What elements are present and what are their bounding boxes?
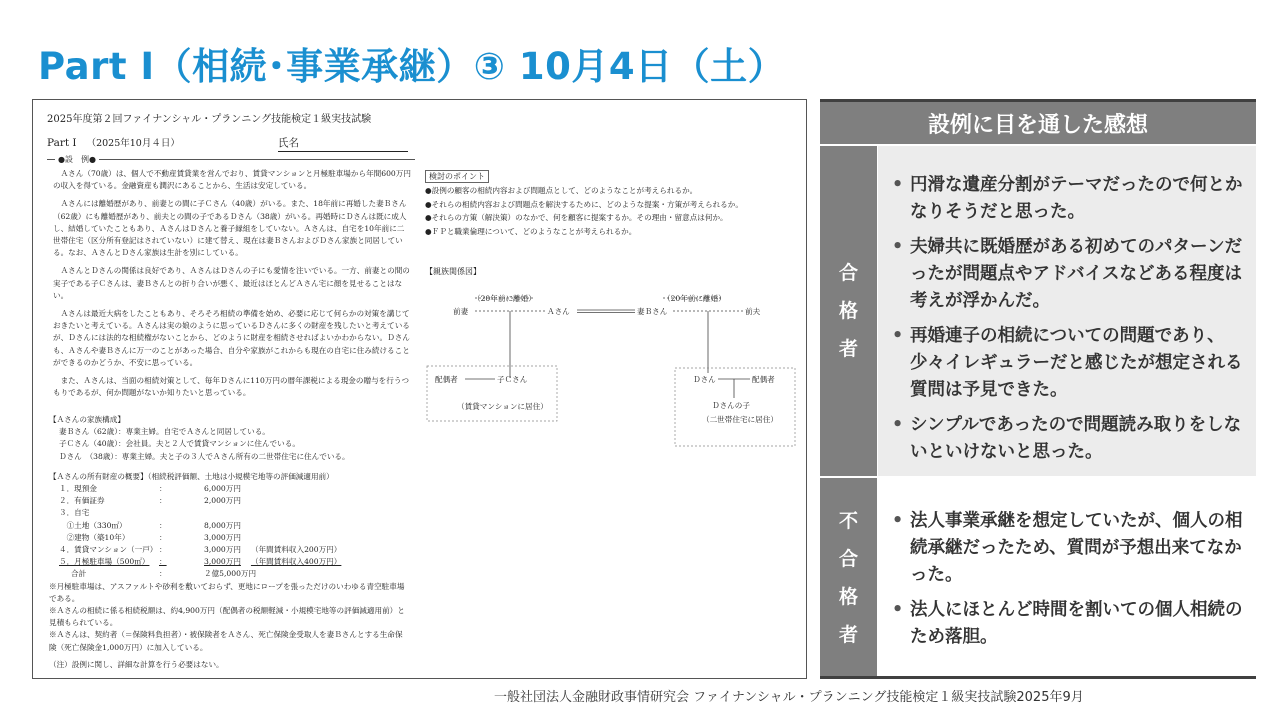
pass-list <box>890 172 1252 474</box>
pass-item: • 夫婦共に既婚歴がある初めてのパターンだったが問題点やアドバイスなどある程度は考えが浮かんだ。 <box>890 234 1252 315</box>
asset-sep: ： <box>159 520 167 530</box>
fail-label <box>820 478 877 677</box>
kinship-d: Ｄさん <box>693 375 716 384</box>
exam-part-label: Part Ⅰ <box>47 137 77 149</box>
asset-label: １．現預金 <box>59 484 97 494</box>
asset-sep: ： <box>159 496 167 506</box>
pass-item: • 円滑な遺産分割がテーマだったので何とかなりそうだと思った。 <box>890 172 1252 226</box>
family-item: 子Ｃさん（40歳）：会社員。夫と２人で賃貸マンションに住んでいる。 <box>59 439 300 449</box>
fail-label-char: 者 <box>838 623 858 646</box>
fail-label-char: 合 <box>838 547 858 570</box>
fail-impressions <box>878 478 1256 677</box>
family-title: 【Ａさんの家族構成】 <box>49 415 125 424</box>
family-item: 妻Ｂさん（62歳）：専業主婦。自宅でＡさんと同居している。 <box>59 427 270 437</box>
pass-item: • 再婚連子の相続についての問題であり、少々イレギュラーだと感じたが想定される質問は予見できた。 <box>890 323 1252 404</box>
exam-part <box>47 135 180 149</box>
asset-row <box>49 532 409 544</box>
asset-note <box>241 532 251 544</box>
asset-value: 3,000万円 <box>204 545 241 555</box>
asset-note: （年間賃料収入400万円） <box>250 557 342 567</box>
kinship-a: Ａさん <box>547 307 570 316</box>
source-credit: 一般社団法人金融財政事情研究会 ファイナンシャル・プランニング技能検定１級実技試験2025年9月 <box>494 690 1084 705</box>
case-paragraph: ＡさんとＤさんの関係は良好であり、ＡさんはＤさんの子にも愛情を注いでいる。一方、前妻との間の実子である子Ｃさんは、妻Ｂさんとの折り合いが悪く、最近はほとんどＡさん宅に顔を見せることはない。 <box>53 266 410 300</box>
note-item: ※月極駐車場は、アスファルトや砂利を敷いておらず、更地にロープを張っただけのいわゆる青空駐車場である。 <box>49 581 405 603</box>
fail-item: • 法人にほとんど時間を割いての個人相続のため落胆。 <box>890 597 1252 651</box>
kinship-child-c: 子Ｃさん <box>497 375 528 384</box>
asset-note <box>241 483 251 495</box>
asset-sep: ： <box>159 484 167 494</box>
asset-value: ２億5,000万円 <box>204 569 257 579</box>
page-title: Part Ⅰ（相続･事業承継）③ 10月4日（土） <box>38 45 786 88</box>
asset-row <box>49 544 409 556</box>
pass-label-char: 合 <box>838 262 858 284</box>
asset-sep: ： <box>159 545 167 555</box>
kinship-c-home: （賃貸マンションに居住） <box>457 402 548 411</box>
point-item: ●ＦＰと職業倫理について、どのようなことが考えられるか。 <box>425 226 637 236</box>
asset-sep: ： <box>159 557 167 567</box>
fail-list <box>890 508 1252 659</box>
assets-title: 【Ａさんの所有財産の概要】（相続税評価額、土地は小規模宅地等の評価減適用前） <box>49 471 334 481</box>
impressions-heading: 設例に目を通した感想 <box>820 99 1256 144</box>
asset-row <box>49 568 409 580</box>
point-item: ●設例の顧客の相続内容および問題点として、どのようなことが考えられるか。 <box>425 186 698 195</box>
fail-item: • 法人事業承継を想定していたが、個人の相続承継だったため、質問が予想出来てなかった。 <box>890 508 1252 589</box>
kinship-d-child: Ｄさんの子 <box>712 401 750 410</box>
point-item: ●それらの相続内容および問題点を解決するために、どのような提案・方策が考えられるか。 <box>425 199 743 209</box>
exam-header: 2025年度第２回ファイナンシャル・プランニング技能検定１級実技試験 <box>47 114 372 125</box>
asset-value: 3,000万円 <box>204 532 241 542</box>
asset-label: ２．有価証券 <box>59 496 105 506</box>
asset-label: ３．自宅 <box>59 508 90 518</box>
pass-impressions <box>878 146 1256 476</box>
pass-label <box>820 146 877 476</box>
asset-sep: ： <box>159 569 167 579</box>
case-legend: ●設 例● <box>55 154 99 165</box>
points-title: 検討のポイント <box>425 170 489 183</box>
asset-note <box>256 568 266 580</box>
kinship-title: 【親族関係図】 <box>425 267 481 276</box>
kinship-spouse-c: 配偶者 <box>435 375 458 384</box>
point-item: ●それらの方策（解決策）のなかで、何を顧客に提案するか。その理由・留意点は何か。 <box>425 213 728 222</box>
note-item: ※Ａさんの相続に係る相続税額は、約4,900万円（配偶者の税額軽減・小規模宅地等の評価減適用前）と見積もられている。 <box>49 606 405 628</box>
asset-sep: ： <box>159 532 167 542</box>
asset-label: ①土地（330㎡） <box>59 520 127 530</box>
asset-note: （年間賃料収入200万円） <box>250 545 342 555</box>
asset-value: 8,000万円 <box>204 520 241 530</box>
kinship-ex-wife: 前妻 <box>453 307 469 316</box>
pass-item: • シンプルであったので問題読み取りをしないといけないと思った。 <box>890 412 1252 466</box>
case-paragraph: Ａさん（70歳）は、個人で不動産賃貸業を営んでおり、賃貸マンションと月極駐車場から年間600万円の収入を得ている。金融資産も潤沢にあることから、生活は安定している。 <box>53 169 411 191</box>
asset-value: 2,000万円 <box>204 496 241 506</box>
fail-label-char: 格 <box>838 585 858 608</box>
asset-label: ②建物（築10年） <box>59 532 130 542</box>
pass-label-char: 者 <box>838 338 858 360</box>
case-text <box>53 168 411 405</box>
asset-value: 6,000万円 <box>204 484 241 494</box>
points-list <box>425 184 805 238</box>
divorce-left-label: （20年前に離婚） <box>473 294 536 303</box>
note-item: ※Ａさんは、契約者（＝保険料負担者）・被保険者をＡさん、死亡保険金受取人を妻Ｂさんとする生命保険（死亡保険金1,000万円）に加入している。 <box>49 630 403 652</box>
exam-document <box>32 99 807 679</box>
panel-bottom-rule <box>820 676 1256 679</box>
asset-note <box>241 520 251 532</box>
case-paragraph: Ａさんは最近大病をしたこともあり、そろそろ相続の準備を始め、必要に応じて何らかの対策を講じておきたいと考えている。Ａさんは実の娘のように思っているＤさんに多くの財産を残したいと考えているが、Ｄさんには法的な相続権がないことから、どのように財産を相続させればよいかわからない。Ｄさんも、Ａさんや妻Ｂさんに万一のことがあった場合、自分や家族がこれからも現在の自宅に住み続けることができるのかどうか、不安に思っている。 <box>53 309 410 367</box>
case-box <box>47 155 415 398</box>
kinship-spouse-d: 配偶者 <box>752 375 775 384</box>
asset-label: ４．賃貸マンション（一戸） <box>59 545 158 555</box>
case-paragraph: Ａさんには離婚歴があり、前妻との間に子Ｃさん（40歳）がいる。また、18年前に再婚した妻Ｂさん（62歳）にも離婚歴があり、前夫との間の子であるＤさん（38歳）がいる。再婚時にＤさんは既に成人し、結婚していたこともあり、ＡさんはＤさんと養子縁組をしていない。Ａさんは、自宅を10年前に二世帯住宅（区分所有登記はされていない）に建て替え、現在は妻ＢさんおよびＤさん家族と同居している。なお、ＡさんとＤさん家族は生計を別にしている。 <box>53 199 407 258</box>
asset-row <box>49 495 409 507</box>
divorce-right-label: （20年前に離婚） <box>663 294 726 303</box>
asset-row <box>49 507 409 519</box>
name-field: 氏名 <box>278 135 408 152</box>
case-paragraph: また、Ａさんは、当面の相続対策として、毎年Ｄさんに110万円の暦年課税による現金の贈与を行うつもりであるが、何か問題がないか知りたいと思っている。 <box>53 376 410 398</box>
asset-label: 合計 <box>71 569 87 579</box>
kinship-ex-husband: 前夫 <box>745 307 761 316</box>
asset-note <box>204 507 214 519</box>
fail-label-char: 不 <box>838 509 858 532</box>
impressions-panel <box>820 99 1256 679</box>
asset-note <box>241 495 251 507</box>
case-details <box>49 410 409 654</box>
exam-footer-note: （注）設例に関し、詳細な計算を行う必要はない。 <box>49 660 224 669</box>
pass-label-char: 格 <box>838 300 858 322</box>
kinship-diagram <box>425 280 805 450</box>
kinship-wife-b: 妻Ｂさん <box>637 307 668 316</box>
asset-list <box>49 483 409 581</box>
asset-row <box>49 520 409 532</box>
asset-label: ５．月極駐車場（500㎡） <box>59 557 150 567</box>
asset-row <box>49 483 409 495</box>
exam-date: （2025年10月４日） <box>86 138 180 149</box>
asset-sep <box>159 507 204 519</box>
family-item: Ｄさん （38歳）：専業主婦。夫と子の３人でＡさん所有の二世帯住宅に住んでいる。 <box>59 451 350 461</box>
asset-row <box>49 556 409 568</box>
asset-value: 3,000万円 <box>204 557 241 567</box>
kinship-d-home: （二世帯住宅に居住） <box>702 415 778 424</box>
